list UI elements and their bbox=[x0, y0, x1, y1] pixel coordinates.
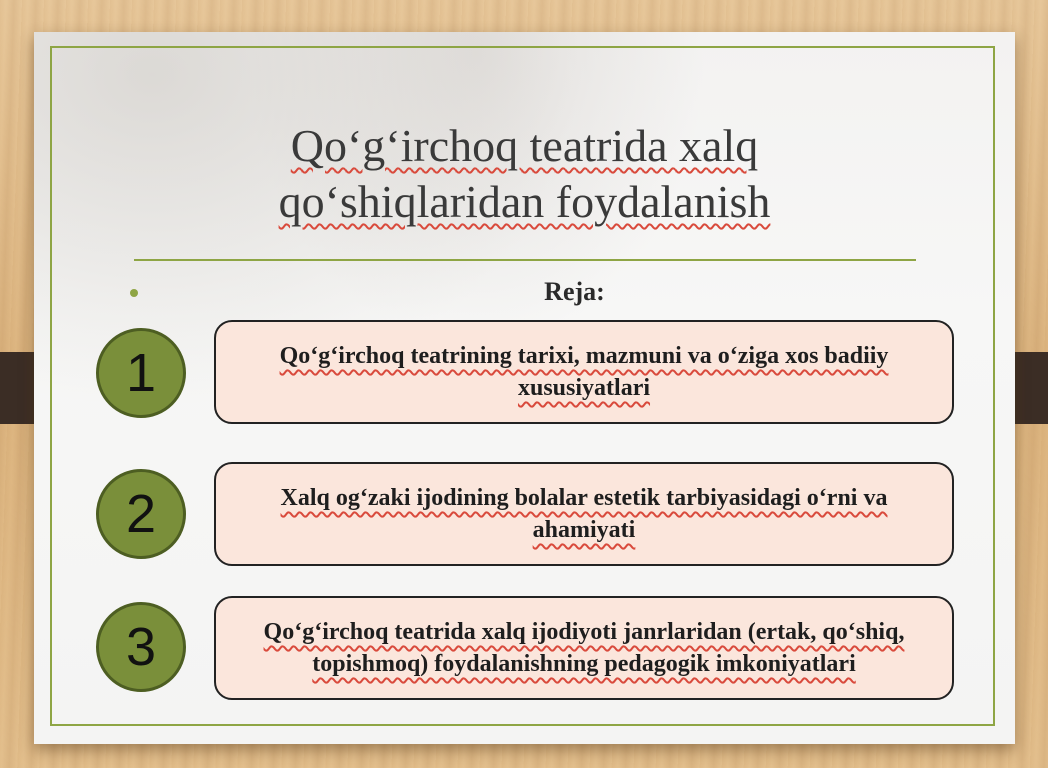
title-line-1: Qo‘g‘irchoq teatrida xalq bbox=[290, 120, 759, 171]
plan-item-text-3: Qo‘g‘irchoq teatrida xalq ijodiyoti janrlaridan (ertak, qo‘shiq, topishmoq) foydalanishning pedagogik imkoniyatlari bbox=[263, 619, 905, 677]
plan-item-text-2: Xalq og‘zaki ijodining bolalar estetik tarbiyasidagi o‘rni va ahamiyati bbox=[280, 485, 888, 543]
slide-paper bbox=[34, 32, 1015, 744]
plan-item-card-1 bbox=[214, 320, 954, 424]
plan-heading: Reja: bbox=[544, 277, 605, 306]
plan-item-text-1: Qo‘g‘irchoq teatrining tarixi, mazmuni va o‘ziga xos badiiy xususiyatlari bbox=[279, 343, 889, 401]
item-number-1: 1 bbox=[96, 328, 186, 418]
title-line-2: qo‘shiqlaridan foydalanish bbox=[278, 176, 771, 227]
item-number-3: 3 bbox=[96, 602, 186, 692]
plan-item-card-2 bbox=[214, 462, 954, 566]
item-number-2: 2 bbox=[96, 469, 186, 559]
plan-item-card-3 bbox=[214, 596, 954, 700]
slide-title bbox=[34, 118, 1015, 230]
title-divider bbox=[134, 259, 916, 261]
